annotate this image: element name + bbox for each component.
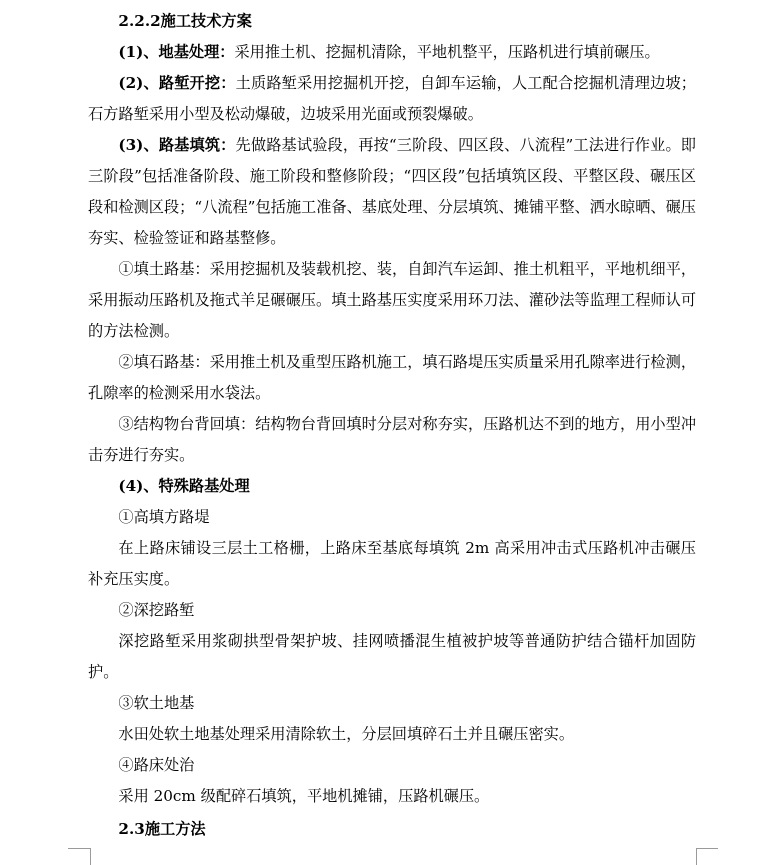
subsection-text-roadbed: 采用 20cm 级配碎石填筑，平地机摊铺，压路机碾压。 bbox=[118, 787, 490, 805]
paragraph-lead: (1)、地基处理： bbox=[118, 43, 235, 61]
crop-mark-left-vertical bbox=[90, 848, 91, 865]
subsection-text-high-fill: 在上路床铺设三层土工格栅，上路床至基底每填筑 2m 高采用冲击式压路机冲击碾压补充压实度。 bbox=[88, 539, 696, 588]
paragraph-backfill: ③结构物台背回填：结构物台背回填时分层对称夯实，压路机达不到的地方，用小型冲击夯进行夯实。 bbox=[88, 415, 696, 464]
paragraph-rock-fill: ②填石路基：采用推土机及重型压路机施工，填石路堤压实质量采用孔隙率进行检测，孔隙率的检测采用水袋法。 bbox=[88, 353, 696, 402]
paragraph-cutting-excavation bbox=[88, 68, 696, 130]
subsection-title-high-fill: ①高填方路堤 bbox=[118, 508, 210, 526]
subsection-text-soft-soil: 水田处软土地基处理采用清除软土，分层回填碎石土并且碾压密实。 bbox=[118, 725, 575, 743]
section-number: 2.3 bbox=[118, 820, 145, 838]
crop-mark-right-vertical bbox=[696, 848, 697, 865]
subsection-title-roadbed: ④路床处治 bbox=[118, 756, 195, 774]
subsection-title-soft-soil: ③软土地基 bbox=[118, 694, 195, 712]
section-heading-2-2-2 bbox=[88, 6, 696, 37]
paragraph-lead: (3)、路基填筑： bbox=[118, 136, 236, 154]
paragraph-text: 先做路基试验段，再按“三阶段、四区段、八流程”工法进行作业。即三阶段”包括准备阶段、施工阶段和整修阶段；“四区段”包括填筑区段、平整区段、碾压区段和检测区段；“八流程”包括施工准备、基底处理、分层填筑、摊铺平整、洒水晾晒、碾压夯实、检验签证和路基整修。 bbox=[88, 136, 696, 247]
section-number: 2.2.2 bbox=[118, 12, 161, 30]
subsection-title-deep-cut: ②深挖路堑 bbox=[118, 601, 195, 619]
crop-mark-right-horizontal bbox=[696, 848, 718, 849]
paragraph-foundation-treatment bbox=[88, 37, 696, 68]
document-body bbox=[88, 6, 696, 845]
section-title: 施工技术方案 bbox=[160, 12, 252, 30]
subsection-text-deep-cut: 深挖路堑采用浆砌拱型骨架护坡、挂网喷播混生植被护坡等普通防护结合锚杆加固防护。 bbox=[88, 632, 696, 681]
paragraph-special-subgrade: (4)、特殊路基处理 bbox=[118, 477, 250, 495]
paragraph-earth-fill: ①填土路基：采用挖掘机及装载机挖、装，自卸汽车运卸、推土机粗平，平地机细平，采用振动压路机及拖式羊足碾碾压。填土路基压实度采用环刀法、灌砂法等监理工程师认可的方法检测。 bbox=[88, 260, 696, 340]
crop-mark-left-horizontal bbox=[68, 848, 90, 849]
section-title: 施工方法 bbox=[144, 820, 206, 838]
paragraph-subgrade-filling bbox=[88, 130, 696, 254]
section-heading-2-3 bbox=[88, 814, 696, 845]
paragraph-lead: (2)、路堑开挖： bbox=[118, 74, 236, 92]
paragraph-text: 采用推土机、挖掘机清除，平地机整平，压路机进行填前碾压。 bbox=[234, 43, 660, 61]
paragraph-text: 土质路堑采用挖掘机开挖，自卸车运输，人工配合挖掘机清理边坡；石方路堑采用小型及松动爆破，边坡采用光面或预裂爆破。 bbox=[88, 74, 696, 123]
